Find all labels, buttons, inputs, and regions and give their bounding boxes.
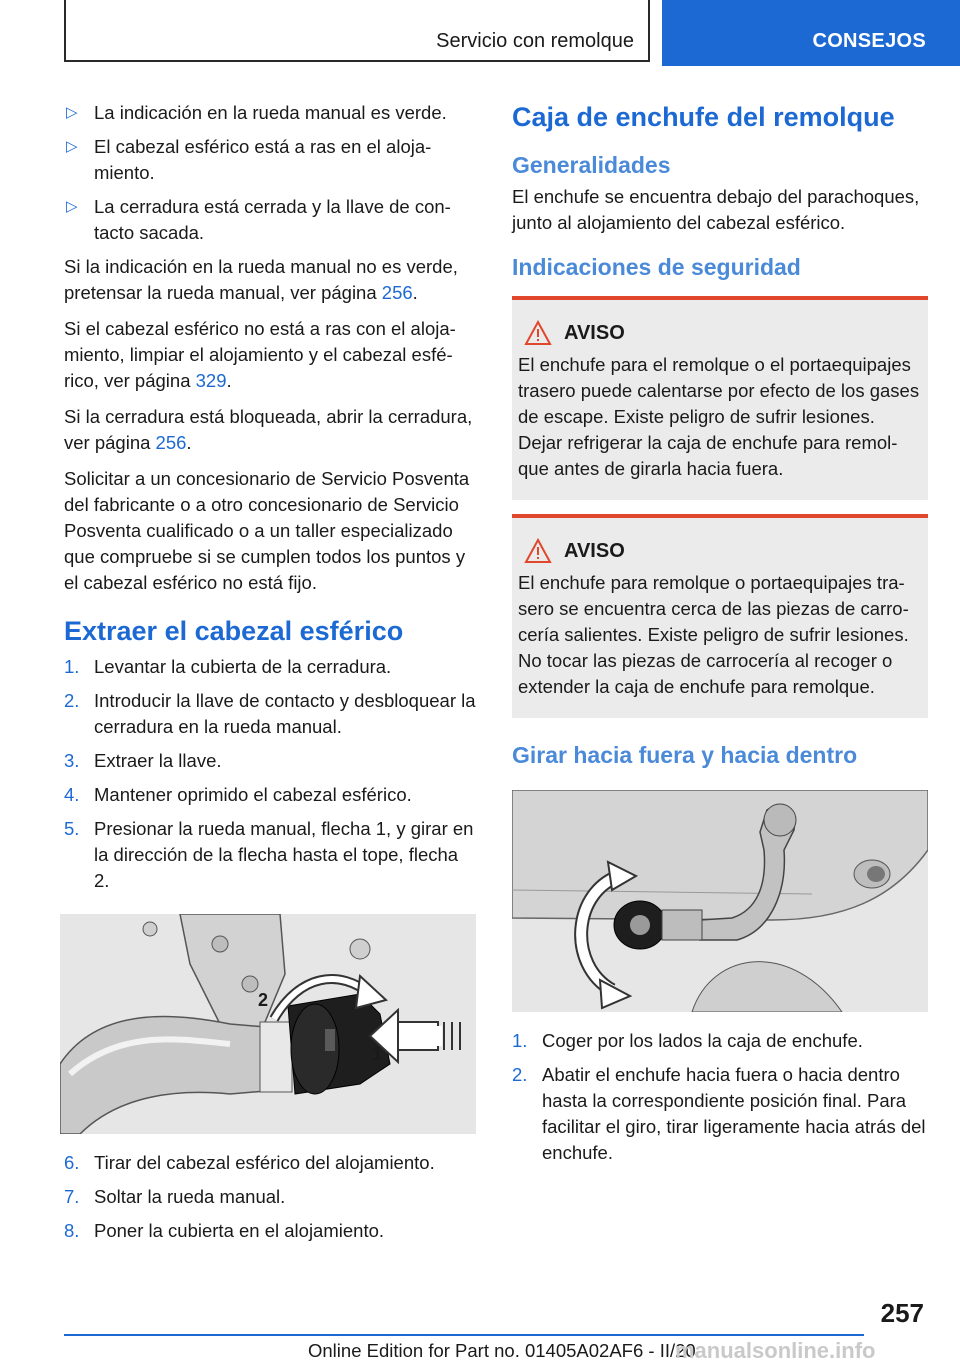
subsection-heading: Generalidades (512, 152, 671, 178)
section-heading: Extraer el cabezal esférico (64, 616, 404, 646)
page-link[interactable]: 256 (155, 432, 187, 453)
page-link[interactable]: 256 (381, 282, 413, 303)
subsection-heading: Indicaciones de seguridad (512, 254, 801, 280)
list-item: 3. Extraer la llave. (64, 750, 222, 771)
list-item: ▷ El cabezal esférico está a ras en el alojamiento. (66, 136, 432, 183)
left-column (64, 100, 478, 1252)
steps-list (512, 1028, 928, 1166)
page-link[interactable]: 329 (195, 370, 227, 391)
list-item: 8. Poner la cubierta en el alojamiento. (64, 1220, 385, 1241)
paragraph: Solicitar a un concesionario de Servicio Posventa del fabricante o a otro concesionario de Servicio Posventa cualificado o a un taller especializado que compruebe si se cumplen todos los puntos y el cabezal esférico no está fijo. (64, 468, 470, 593)
list-item: 2. Introducir la llave de contacto y desbloquear la cerradura en la rueda manual. (64, 690, 476, 737)
section-heading: Caja de enchufe del remolque (512, 102, 895, 132)
paragraph: Si el cabezal esférico no está a ras con el alojamiento, limpiar el alojamiento y el cabezal esférico, ver página 329. (64, 318, 456, 391)
page-number: 257 (880, 1298, 924, 1328)
arrow-label: 1 (372, 1044, 383, 1064)
paragraph: El enchufe se encuentra debajo del parachoques, junto al alojamiento del cabezal esférico. (512, 186, 920, 233)
warning-triangle-icon (524, 320, 564, 346)
chapter-title: CONSEJOS (812, 30, 926, 52)
section-tab (64, 0, 650, 62)
warning-text: El enchufe para remolque o portaequipajes trasero se encuentra cerca de las piezas de carrocería salientes. Existe peligro de sufrir lesiones. No tocar las piezas de carrocería al recoger o extender la caja de enchufe para remolque. (518, 572, 909, 697)
steps-list (64, 1150, 478, 1244)
right-column (512, 100, 928, 1174)
page-header (0, 0, 960, 66)
list-item: 4. Mantener oprimido el cabezal esférico. (64, 784, 412, 805)
list-item: 1. Coger por los lados la caja de enchufe. (512, 1030, 863, 1051)
paragraph: Si la cerradura está bloqueada, abrir la cerradura, ver página 256. (64, 406, 473, 453)
checklist (64, 100, 478, 246)
chapter-tab[interactable] (662, 0, 960, 66)
warning-text: El enchufe para el remolque o el portaequipajes trasero puede calentarse por efecto de los gases de escape. Existe peligro de sufrir lesiones. Dejar refrigerar la caja de enchufe para remolque antes de girarla hacia fuera. (518, 354, 920, 479)
list-item: 2. Abatir el enchufe hacia fuera o hacia dentro hasta la correspondiente posición final. Para facilitar el giro, tirar ligeramente hacia atrás del enchufe. (512, 1064, 926, 1163)
edition-text: Online Edition for Part no. 01405A02AF6 - II/20 (308, 1340, 696, 1361)
warning-box (512, 296, 928, 500)
triangle-bullet-icon: ▷ (66, 104, 78, 121)
warning-title: AVISO (564, 321, 625, 344)
list-item: 1. Levantar la cubierta de la cerradura. (64, 656, 392, 677)
tow-ball-figure (60, 914, 476, 1134)
list-item: 5. Presionar la rueda manual, flecha 1, y girar en la dirección de la flecha hasta el tope, flecha 2. (64, 818, 474, 891)
trailer-socket-illustration (512, 790, 928, 1012)
page-footer (0, 1290, 960, 1362)
subsection-heading: Girar hacia fuera y hacia dentro (512, 742, 858, 768)
footer-divider (64, 1334, 864, 1336)
site-watermark: manualsonline.info (675, 1338, 876, 1363)
list-item: ▷ La cerradura está cerrada y la llave de contacto sacada. (66, 196, 451, 243)
steps-list (64, 654, 478, 894)
list-item: 7. Soltar la rueda manual. (64, 1186, 286, 1207)
paragraph: Si la indicación en la rueda manual no es verde, pretensar la rueda manual, ver página 256. (64, 256, 458, 303)
list-item: 6. Tirar del cabezal esférico del alojamiento. (64, 1152, 435, 1173)
warning-triangle-icon (524, 538, 564, 564)
trailer-socket-figure (512, 790, 928, 1012)
arrow-label: 2 (258, 990, 269, 1010)
triangle-bullet-icon: ▷ (66, 198, 78, 215)
section-title: Servicio con remolque (436, 30, 634, 52)
triangle-bullet-icon: ▷ (66, 138, 78, 155)
warning-title: AVISO (564, 539, 625, 562)
list-item: ▷ La indicación en la rueda manual es verde. (64, 100, 478, 126)
warning-box (512, 514, 928, 718)
tow-ball-illustration (60, 914, 476, 1134)
